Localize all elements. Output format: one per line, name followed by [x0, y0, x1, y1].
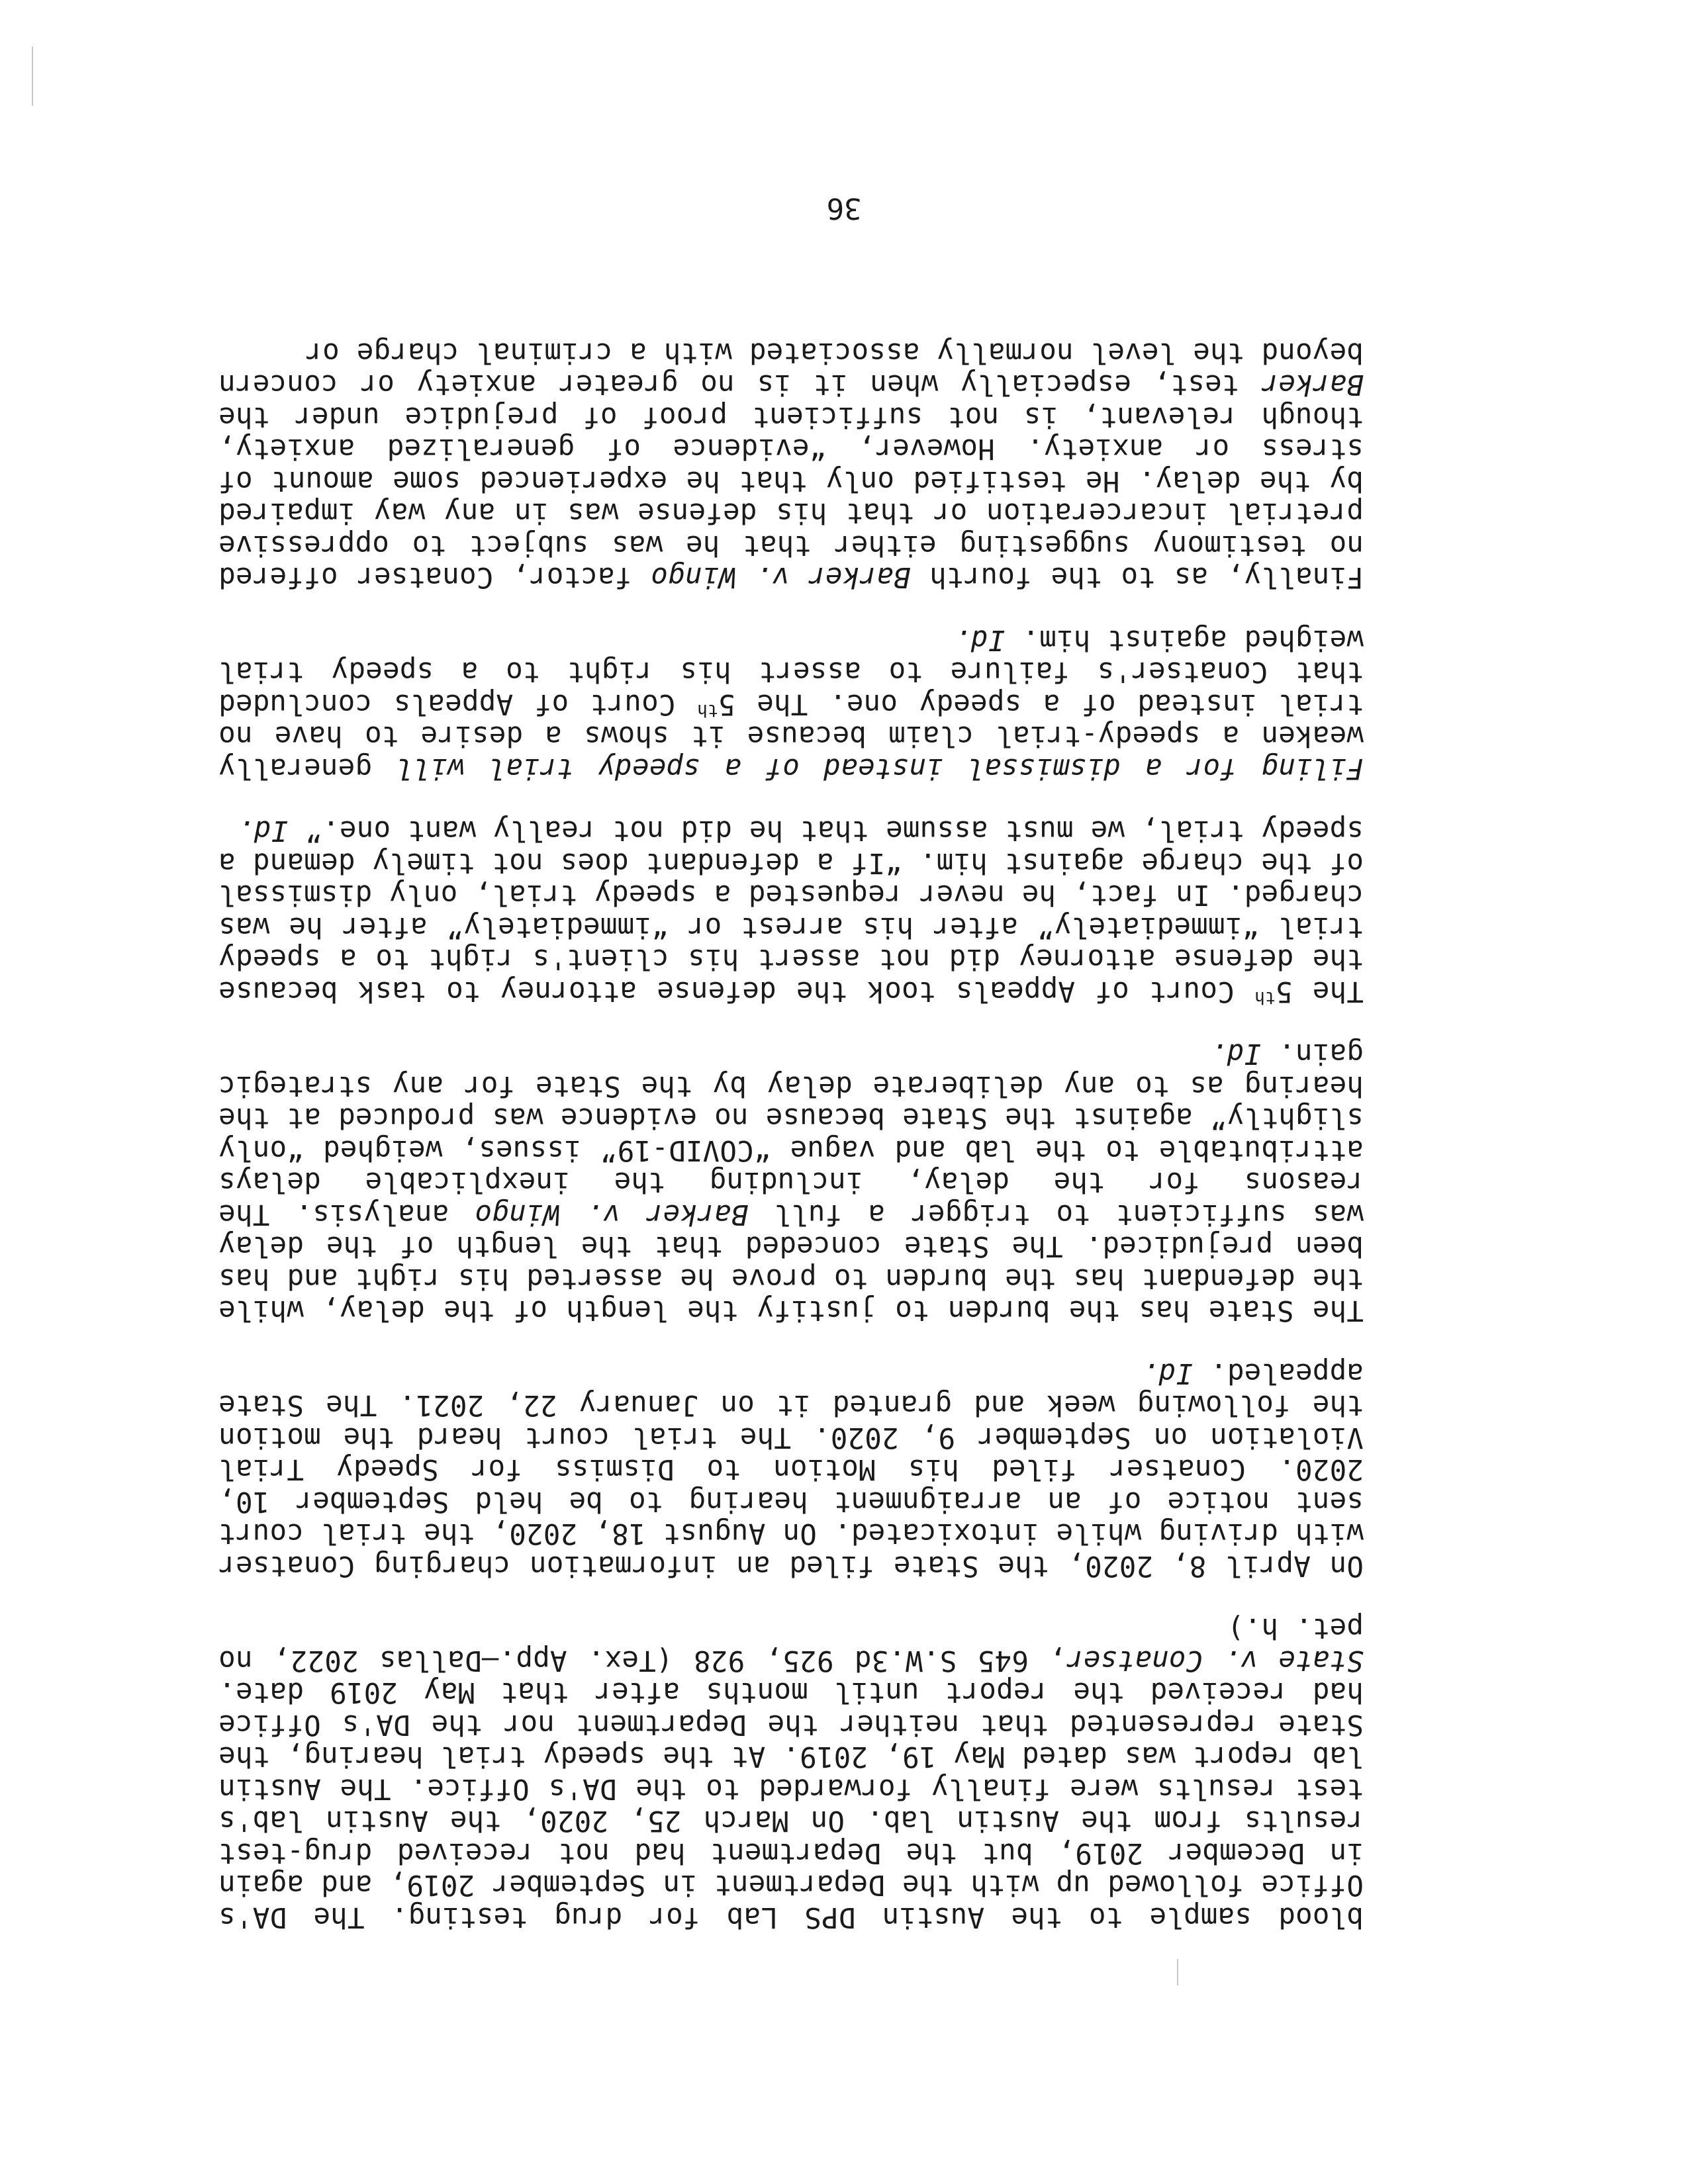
italic-citation: State v. Conatser: [1066, 1644, 1364, 1676]
paragraph: [218, 1612, 1364, 1933]
paragraph-text: On April 8, 2020, the State filed an information charging Conatser with driving while intoxicated. On August 18, 2020, the trial court sent notice of an arraignment hearing to be held September 10, 2020. Conatser filed his Motion to Dismiss for Speedy Trial Violation on September 9, 2020. The trial court heard the motion the following week and granted it on January 22, 2021. The State appealed.: [218, 1357, 1364, 1582]
italic-citation: Id.: [237, 814, 289, 847]
paragraph-text: The State has the burden to justify the length of the delay, while the defendant has the burden to prove he asserted his right and has been prejudiced. The State conceded that the length of the delay was sufficient to trigger a full: [218, 1198, 1364, 1327]
italic-citation: Barker v. Wingo: [651, 561, 911, 594]
paragraph-text: Court of Appeals concluded that Conatser's failure to assert his right to a speedy trial weighed against him.: [218, 623, 1364, 720]
ordinal-suffix: th: [1254, 987, 1276, 1008]
paragraph-text: analysis. The reasons for the delay, including the inexplicable delays attributable to the lab and vague “COVID-19” issues, weighed “only slightly” against the State because no evidence was produced at the hearing as to any deliberate delay by the State for any strategic gain.: [218, 1037, 1364, 1230]
italic-citation: Barker: [1261, 368, 1364, 401]
paragraph: [218, 814, 1364, 1007]
paragraph-text: Finally, as to the fourth: [910, 561, 1364, 594]
italic-citation: Filing for a dismissal instead of a speedy trial will: [396, 752, 1364, 784]
body-text: [218, 306, 1364, 1933]
paragraph-text: blood sample to the Austin DPS Lab for drug testing. The DA's Office followed up with the Department in September 2019, and again in December 2019, but the Department had not received drug-test results from the Austin lab. On March 25, 2020, the Austin lab's test results were finally forwarded to the DA's Office. The Austin lab report was dated May 19, 2019. At the speedy trial hearing, the State represented that neither the Department nor the DA's Office had received the report until months after that May 2019 date.: [218, 1676, 1364, 1933]
page-number: 36: [826, 191, 862, 225]
paragraph-text: Court of Appeals took the defense attorney to task because the defense attorney did not assert his client's right to a speedy trial “immediately” after his arrest or “immediately” after he was charged. In fact, he never requested a speedy trial, only dismissal of the charge against him. “If a defendant does not timely demand a speedy trial, we must assume that he did not really want one.”: [218, 814, 1364, 1007]
italic-citation: Barker v. Wingo: [475, 1198, 749, 1230]
paragraph-text: , 645 S.W.3d 925, 928 (Tex. App.—Dallas 2022, no pet. h.): [218, 1612, 1364, 1676]
italic-citation: Id.: [1209, 1037, 1262, 1070]
paragraph: [218, 1357, 1364, 1582]
paragraph: [218, 1037, 1364, 1326]
scan-artifact: [1177, 1959, 1178, 1985]
scan-artifact: [32, 46, 33, 106]
ordinal-suffix: th: [697, 700, 718, 721]
paragraph: [218, 336, 1364, 593]
paragraph-text: test, especially when it is no greater anxiety or concern beyond the level normally associated with a criminal charge or: [218, 336, 1364, 401]
paragraph-text: factor, Conatser offered no testimony suggesting either that he was subject to oppressive pretrial incarceration or that his defense was in any way impaired by the delay. He testified only that he experienced some amount of stress or anxiety. However, “evidence of generalized anxiety, though relevant, is not sufficient proof of prejudice under the: [218, 400, 1364, 594]
paragraph: [218, 623, 1364, 784]
italic-citation: Id.: [954, 623, 1006, 656]
paragraph-text: generally weaken a speedy-trial claim because it shows a desire to have no trial instead of a speedy one. The 5: [218, 688, 1364, 784]
italic-citation: Id.: [1141, 1357, 1194, 1389]
paragraph-text: The 5: [1275, 975, 1364, 1007]
